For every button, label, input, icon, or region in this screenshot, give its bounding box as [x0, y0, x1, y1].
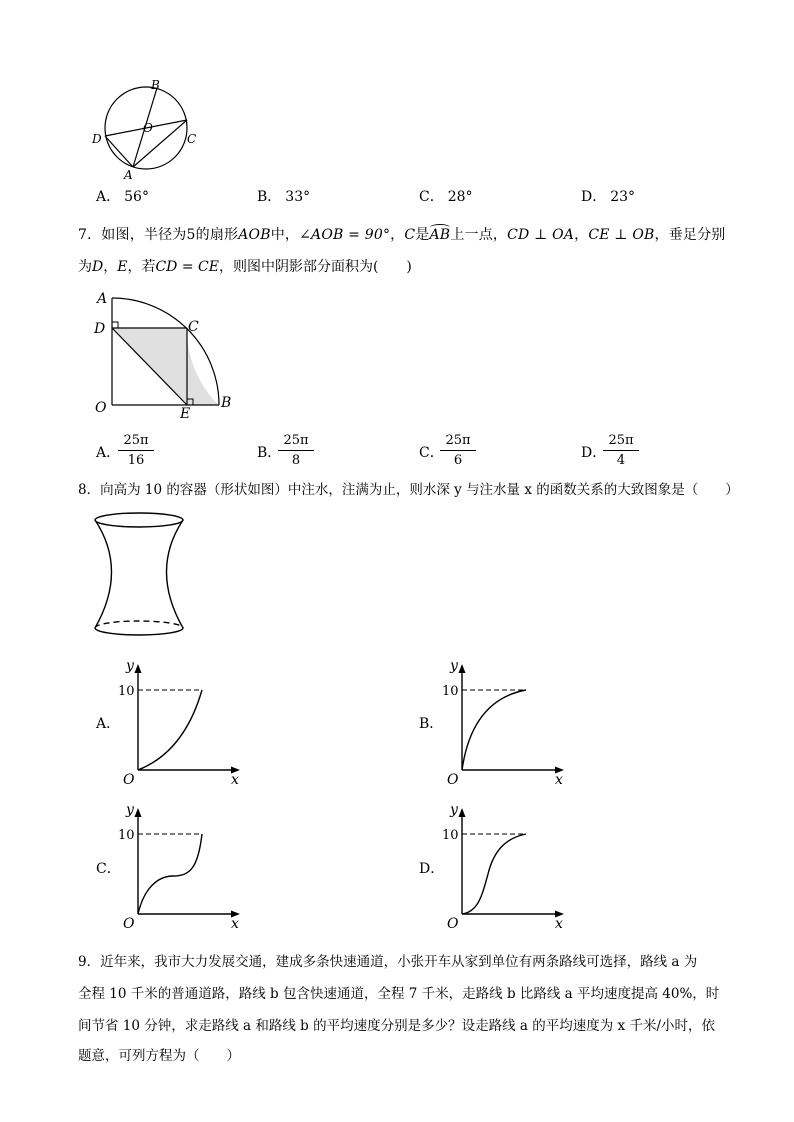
q7-right-angle-d — [112, 322, 118, 328]
q6-circle-figure — [90, 76, 200, 181]
q6-option-d-text: 23° — [610, 189, 636, 205]
q7-math-e: E — [117, 259, 128, 275]
q8-graph-a-x-label: x — [231, 772, 239, 788]
q8-stem: 8．向高为 10 的容器（形状如图）中注水，注满为止，则水深 y 与注水量 x 的函数关系的大致图象是（ ） — [78, 482, 739, 498]
q8-graph-b-x-label: x — [555, 772, 563, 788]
q6-option-b-text: 33° — [285, 189, 311, 205]
q8-graph-d-y-arrow — [459, 808, 466, 817]
q7-math-ce-perp: CE ⊥ OB — [588, 227, 655, 243]
q7-text-seg: ，若 — [127, 259, 156, 275]
q8-graph-d-y-label: y — [450, 802, 458, 818]
q7-option-d-frac — [603, 432, 639, 469]
q8-graph-c-y-label: y — [126, 802, 134, 818]
q7-option-a-den: 16 — [127, 453, 145, 468]
q7-option-d-letter: D． — [581, 445, 607, 461]
q6-label-c: C — [187, 132, 197, 146]
q7-text-seg: 中， — [270, 227, 300, 243]
q8-graph-a-origin: O — [123, 772, 135, 788]
q7-option-c-letter: C． — [419, 445, 444, 461]
q7-label-b: B — [221, 395, 232, 411]
q9-stem-line3: 间节省 10 分钟，求走路线 a 和路线 b 的平均速度分别是多少？设走路线 a 的平均速度为 x 千米/小时，依 — [78, 1018, 715, 1034]
q7-math-c: C — [404, 227, 416, 243]
q7-option-b-num: 25π — [278, 432, 314, 451]
q8-container-top-rim — [95, 513, 183, 527]
q8-container-right-side — [167, 520, 184, 628]
q8-graph-d — [442, 802, 577, 932]
q8-graph-c — [118, 802, 253, 932]
q7-text-seg: ， — [103, 259, 118, 275]
q6-option-b — [257, 186, 310, 206]
q6-option-b-letter: B． — [257, 189, 282, 205]
q6-option-c-letter: C． — [419, 189, 444, 205]
q6-option-d-letter: D． — [581, 189, 607, 205]
q8-graph-c-letter: C． — [96, 861, 121, 877]
q7-option-c-den: 6 — [453, 453, 463, 468]
q8-graph-d-letter: D． — [419, 861, 445, 877]
q8-graph-d-curve — [462, 834, 526, 914]
q7-option-d-num: 25π — [603, 432, 639, 451]
q7-math-cd-eq-ce: CD = CE — [155, 259, 219, 275]
q8-container-left-side — [95, 520, 112, 628]
q6-label-d: D — [92, 132, 102, 146]
q8-graph-a-tick-10: 10 — [118, 684, 135, 699]
q6-label-a: A — [124, 168, 133, 182]
q7-shaded-region — [112, 328, 219, 405]
q8-graph-a-y-arrow — [135, 664, 142, 673]
q7-label-d: D — [94, 321, 106, 337]
q8-graph-d-origin: O — [447, 916, 459, 932]
q7-math-cd-perp: CD ⊥ OA — [507, 227, 575, 243]
q8-graph-b-y-arrow — [459, 664, 466, 673]
q8-graph-c-x-label: x — [231, 916, 239, 932]
q7-text-seg: 为 — [78, 259, 92, 275]
q8-container-figure — [90, 510, 190, 642]
q7-text-seg: ， — [390, 227, 405, 243]
q6-option-c — [419, 186, 473, 206]
q8-graph-b-curve — [462, 690, 526, 770]
q7-option-b-frac — [278, 432, 314, 469]
q8-graph-c-tick-10: 10 — [118, 828, 135, 843]
q7-option-a-letter: A． — [96, 445, 121, 461]
q7-option-b-letter: B． — [257, 445, 282, 461]
q8-graph-b-y-label: y — [450, 658, 458, 674]
q9-stem-line1: 9．近年来，我市大力发展交通，建成多条快速通道，小张开车从家到单位有两条路线可选择，路线 a 为 — [78, 954, 698, 970]
q8-graph-b-tick-10: 10 — [442, 684, 459, 699]
q9-stem-line2: 全程 10 千米的普通道路，路线 b 包含快速通道，全程 7 千米，走路线 b 比路线 a 平均速度提高 40%，时 — [78, 986, 720, 1002]
q8-graph-a-y-label: y — [126, 658, 134, 674]
q8-container-bottom-front — [95, 628, 183, 635]
q8-graph-d-x-label: x — [555, 916, 563, 932]
q6-option-a — [96, 186, 149, 206]
q7-text-seg: ，则图中阴影部分面积为( ) — [218, 259, 412, 275]
q8-container-bottom-back — [95, 621, 183, 628]
q9-stem-line4: 题意，可列方程为（ ） — [78, 1048, 240, 1064]
q7-stem-line2 — [78, 256, 412, 276]
q6-chord-da — [105, 136, 133, 167]
q7-sector-figure — [92, 288, 242, 422]
q7-option-a-frac — [118, 432, 154, 469]
q8-graph-b-letter: B． — [419, 716, 444, 732]
q6-label-b: B — [151, 78, 160, 92]
q7-label-o: O — [95, 400, 107, 416]
q7-text-seg: 是 — [415, 227, 430, 243]
q8-graph-b-origin: O — [447, 772, 459, 788]
q6-chord-ca — [133, 120, 187, 167]
q8-graph-c-curve — [138, 834, 202, 914]
q8-graph-a-curve — [138, 690, 202, 770]
q7-label-a: A — [97, 291, 108, 307]
q6-label-o: O — [143, 121, 153, 135]
q7-option-b-den: 8 — [291, 453, 301, 468]
q7-option-c-frac — [440, 432, 476, 469]
q8-graph-a-letter: A． — [96, 716, 121, 732]
q7-text-seg: 上一点， — [450, 227, 508, 243]
q7-text-seg: ，垂足分别 — [654, 227, 726, 243]
q7-option-a-num: 25π — [118, 432, 154, 451]
q7-stem-line1 — [78, 224, 726, 244]
q6-option-d — [581, 186, 635, 206]
q7-text-seg: 7．如图，半径为5的扇形 — [78, 227, 239, 243]
q8-graph-d-tick-10: 10 — [442, 828, 459, 843]
q6-option-a-letter: A． — [96, 189, 121, 205]
q7-label-e: E — [180, 406, 191, 422]
q6-option-a-text: 56° — [124, 189, 149, 205]
q7-math-arc-ab: AB — [429, 227, 451, 243]
q6-option-c-text: 28° — [447, 189, 473, 205]
q8-graph-c-y-arrow — [135, 808, 142, 817]
q8-graph-b — [442, 658, 577, 788]
q7-math-aob: AOB — [238, 227, 271, 243]
q7-option-c-num: 25π — [440, 432, 476, 451]
q7-option-d-den: 4 — [616, 453, 626, 468]
q8-graph-a — [118, 658, 253, 788]
q7-label-c: C — [188, 319, 199, 335]
q7-math-d: D — [92, 259, 104, 275]
q7-math-angle: ∠AOB = 90° — [299, 227, 391, 243]
q7-text-seg: ， — [574, 227, 589, 243]
q8-graph-c-origin: O — [123, 916, 135, 932]
